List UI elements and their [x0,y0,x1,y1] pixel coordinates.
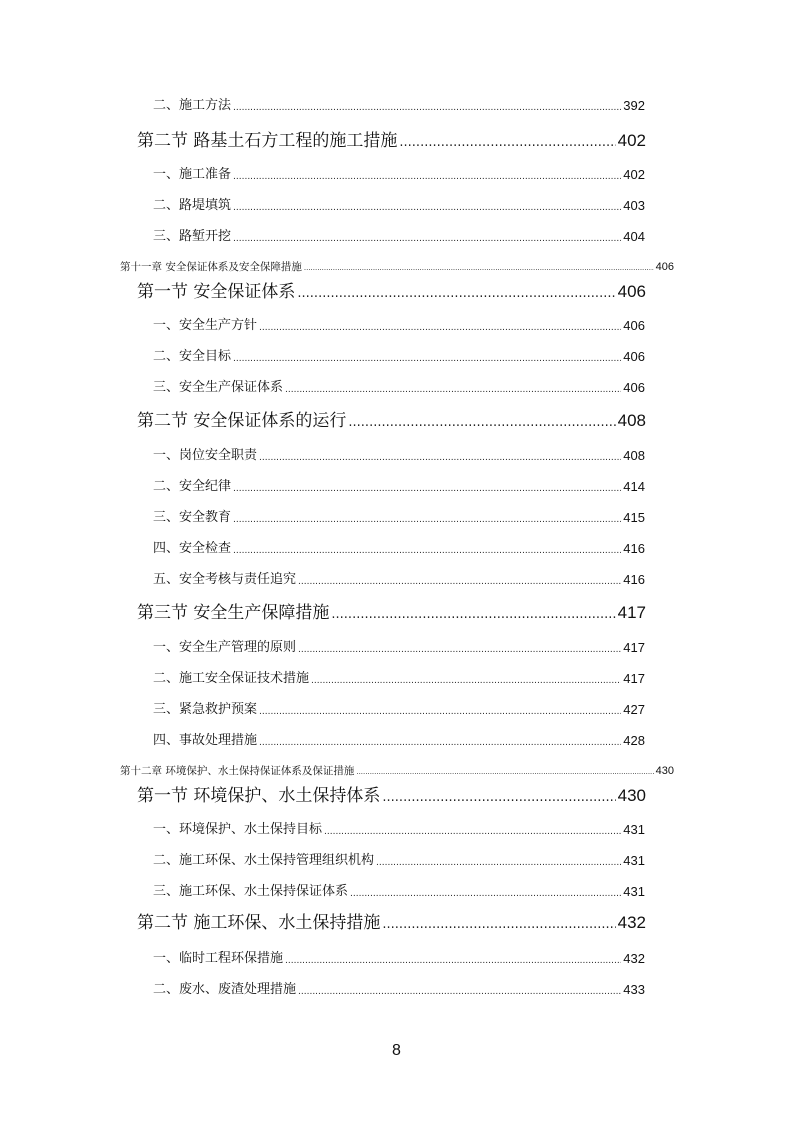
toc-subsection-entry[interactable] [153,447,645,465]
dot-leader [298,985,621,999]
dot-leader [233,482,621,496]
toc-entry-title: 一、安全生产管理的原则 [153,640,297,655]
toc-entry-title: 第一节 安全保证体系 [137,282,296,302]
toc-entry-title: 三、紧急救护预案 [153,702,258,717]
dot-leader [233,201,621,215]
toc-entry-page-number: 430 [655,765,674,777]
toc-entry-title: 三、路堑开挖 [153,229,232,244]
toc-entry-page-number: 417 [623,671,645,686]
dot-leader [399,133,615,153]
toc-subsection-entry[interactable] [153,478,645,496]
toc-subsection-entry[interactable] [153,166,645,184]
toc-entry-page-number: 406 [617,282,646,301]
dot-leader [233,232,621,246]
dot-leader [233,513,621,527]
toc-entry-title: 第二节 施工环保、水土保持措施 [137,913,381,933]
dot-leader [233,352,621,366]
toc-section-entry[interactable] [137,129,646,153]
toc-entry-title: 二、废水、废渣处理措施 [153,982,297,997]
toc-entry-title: 二、安全纪律 [153,479,232,494]
toc-entry-title: 一、临时工程环保措施 [153,951,284,966]
toc-entry-page-number: 432 [617,913,646,932]
toc-entry-title: 四、安全检查 [153,541,232,556]
toc-subsection-entry[interactable] [153,981,645,999]
toc-entry-title: 二、施工环保、水土保持管理组织机构 [153,853,375,868]
toc-entry-page-number: 432 [623,951,645,966]
toc-entry-page-number: 402 [617,131,646,150]
toc-section-entry[interactable] [137,409,646,433]
toc-entry-title: 第十二章 环境保护、水土保持保证体系及保证措施 [120,765,355,777]
dot-leader [331,605,615,625]
toc-entry-page-number: 408 [617,411,646,430]
toc-entry-page-number: 392 [623,98,645,113]
toc-entry-page-number: 417 [623,640,645,655]
toc-subsection-entry[interactable] [153,732,645,750]
toc-section-entry[interactable] [137,911,646,935]
toc-entry-page-number: 431 [623,884,645,899]
toc-chapter-entry[interactable] [120,260,674,274]
toc-subsection-entry[interactable] [153,883,645,901]
toc-entry-page-number: 408 [623,448,645,463]
toc-entry-page-number: 433 [623,982,645,997]
toc-section-entry[interactable] [137,601,646,625]
dot-leader [304,263,654,274]
toc-entry-title: 二、路堤填筑 [153,198,232,213]
toc-entry-title: 第二节 路基土石方工程的施工措施 [137,131,398,151]
dot-leader [233,544,621,558]
toc-subsection-entry[interactable] [153,348,645,366]
toc-entry-title: 二、施工安全保证技术措施 [153,671,310,686]
dot-leader [311,674,621,688]
toc-subsection-entry[interactable] [153,821,645,839]
toc-subsection-entry[interactable] [153,379,645,397]
toc-entry-page-number: 428 [623,733,645,748]
toc-entry-title: 三、安全生产保证体系 [153,380,284,395]
dot-leader [233,101,621,115]
toc-entry-title: 二、安全目标 [153,349,232,364]
toc-entry-title: 三、安全教育 [153,510,232,525]
toc-entry-title: 一、安全生产方针 [153,318,258,333]
toc-subsection-entry[interactable] [153,97,645,115]
toc-subsection-entry[interactable] [153,228,645,246]
dot-leader [298,643,621,657]
dot-leader [356,767,653,778]
toc-entry-title: 一、岗位安全职责 [153,448,258,463]
toc-entry-title: 第一节 环境保护、水土保持体系 [137,786,381,806]
toc-subsection-entry[interactable] [153,317,645,335]
toc-entry-title: 五、安全考核与责任追究 [153,572,297,587]
dot-leader [324,825,621,839]
toc-entry-title: 第十一章 安全保证体系及安全保障措施 [120,261,302,273]
toc-entry-page-number: 404 [623,229,645,244]
toc-subsection-entry[interactable] [153,670,645,688]
toc-subsection-entry[interactable] [153,639,645,657]
toc-entry-page-number: 414 [623,479,645,494]
dot-leader [376,856,621,870]
toc-entry-page-number: 406 [623,349,645,364]
dot-leader [298,575,621,589]
toc-subsection-entry[interactable] [153,571,645,589]
toc-entry-page-number: 406 [623,318,645,333]
dot-leader [382,915,615,935]
toc-subsection-entry[interactable] [153,701,645,719]
toc-entry-page-number: 406 [623,380,645,395]
toc-entry-page-number: 431 [623,853,645,868]
dot-leader [348,413,615,433]
toc-section-entry[interactable] [137,280,646,304]
toc-subsection-entry[interactable] [153,509,645,527]
dot-leader [285,383,621,397]
dot-leader [285,954,621,968]
toc-entry-page-number: 417 [617,603,646,622]
toc-subsection-entry[interactable] [153,852,645,870]
dot-leader [259,451,621,465]
toc-entry-title: 二、施工方法 [153,98,232,113]
dot-leader [382,788,615,808]
dot-leader [259,705,621,719]
toc-entry-page-number: 416 [623,541,645,556]
toc-entry-page-number: 415 [623,510,645,525]
dot-leader [297,284,615,304]
dot-leader [259,321,621,335]
toc-entry-title: 四、事故处理措施 [153,733,258,748]
toc-entry-title: 三、施工环保、水土保持保证体系 [153,884,349,899]
toc-entry-page-number: 403 [623,198,645,213]
toc-subsection-entry[interactable] [153,540,645,558]
toc-entry-title: 第二节 安全保证体系的运行 [137,411,347,431]
toc-chapter-entry[interactable] [120,764,674,778]
toc-section-entry[interactable] [137,784,646,808]
toc-entry-title: 一、环境保护、水土保持目标 [153,822,323,837]
toc-entry-page-number: 431 [623,822,645,837]
toc-entry-page-number: 427 [623,702,645,717]
toc-entry-page-number: 430 [617,786,646,805]
dot-leader [259,736,621,750]
toc-entry-page-number: 402 [623,167,645,182]
toc-entry-title: 第三节 安全生产保障措施 [137,603,330,623]
toc-entry-page-number: 416 [623,572,645,587]
toc-subsection-entry[interactable] [153,950,645,968]
dot-leader [233,170,621,184]
page-number: 8 [392,1042,401,1059]
toc-subsection-entry[interactable] [153,197,645,215]
toc-entry-page-number: 406 [655,261,674,273]
toc-entry-title: 一、施工准备 [153,167,232,182]
dot-leader [350,887,621,901]
